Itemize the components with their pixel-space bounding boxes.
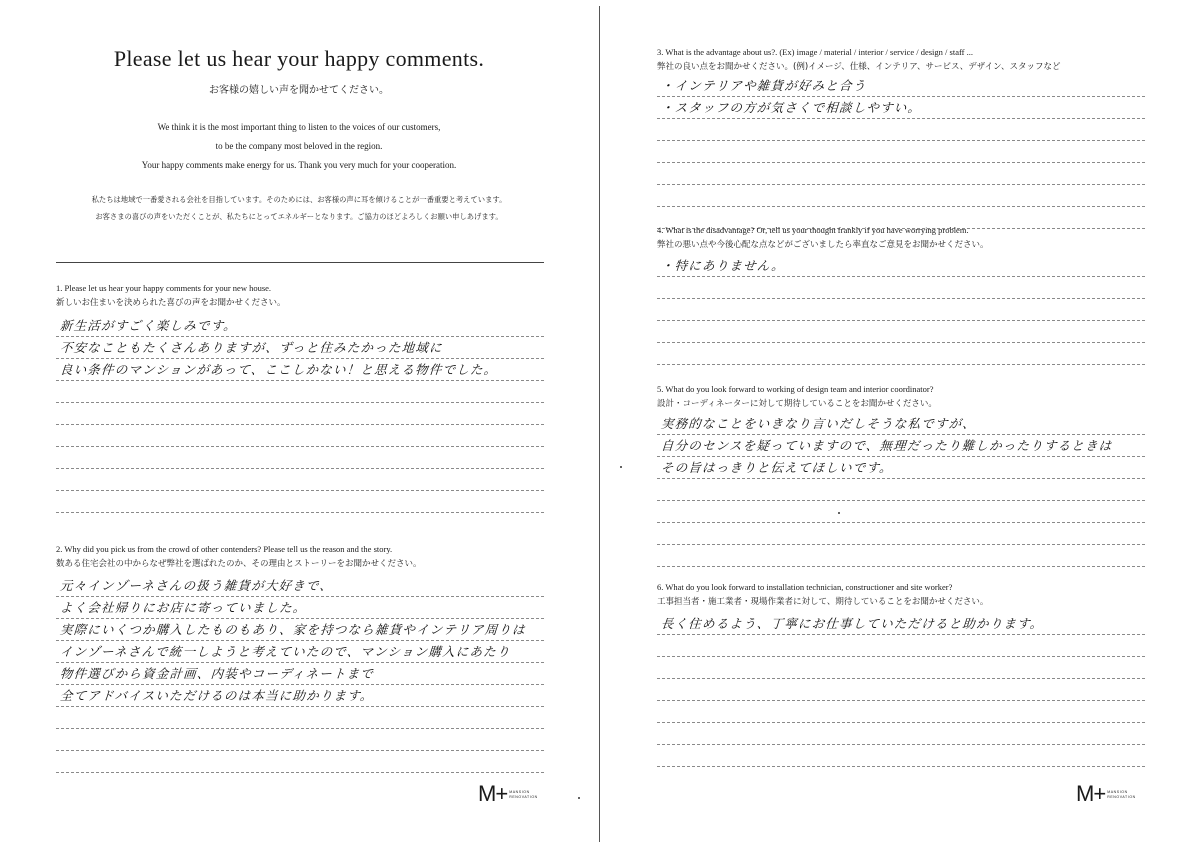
answer-line: [657, 98, 1145, 119]
question-6: [657, 580, 988, 610]
handwritten-text: 不安なこともたくさんありますが、ずっと住みたかった地域に: [59, 340, 444, 355]
answer-line: [56, 470, 544, 491]
intro-en-line: Your happy comments make energy for us. Thank you very much for your cooperation.: [141, 160, 457, 170]
logo-word: MANSION: [1107, 790, 1128, 794]
answer-line: [56, 448, 544, 469]
intro-en-line: to be the company most beloved in the region.: [215, 141, 383, 151]
answer-line: [657, 278, 1145, 299]
answer-line: [56, 686, 544, 707]
handwritten-text: 全てアドバイスいただけるのは本当に助かります。: [59, 688, 375, 703]
handwritten-text: ・特にありません。: [660, 258, 786, 273]
answer-line: [657, 300, 1145, 321]
answer-line: [56, 382, 544, 403]
company-logo: [1076, 781, 1136, 806]
answer-line: [657, 680, 1145, 701]
intro-japanese: [0, 191, 598, 225]
answer-line: [657, 546, 1145, 567]
section-divider: [56, 262, 544, 263]
answer-line: [657, 414, 1145, 435]
answer-line: [657, 120, 1145, 141]
page-fold-line: [599, 6, 600, 842]
intro-en-line: We think it is the most important thing to listen to the voices of our customers,: [157, 122, 441, 132]
answer-line: [657, 524, 1145, 545]
scan-speck: [620, 466, 622, 468]
answer-line: [657, 436, 1145, 457]
answer-line: [657, 746, 1145, 767]
intro-ja-line: お客さまの喜びの声をいただくことが、私たちにとってエネルギーとなります。ご協力のほどよろしくお願い申しあげます。: [95, 212, 503, 221]
question-6-english: 6. What do you look forward to installation technician, constructioner and site worker?: [657, 582, 953, 592]
question-4-japanese: 弊社の悪い点や今後心配な点などがございましたら率直なご意見をお聞かせください。: [657, 240, 989, 250]
answer-line: [657, 76, 1145, 97]
answer-line: [657, 614, 1145, 635]
answer-line: [657, 344, 1145, 365]
handwritten-text: 元々インゾーネさんの扱う雑貨が大好きで、: [59, 578, 334, 593]
page-title: Please let us hear your happy comments.: [113, 46, 485, 71]
answer-line: [657, 256, 1145, 277]
question-3: [657, 45, 1061, 75]
handwritten-text: 長く住めるよう、丁寧にお仕事していただけると助かります。: [660, 616, 1045, 631]
right-page: [602, 0, 1200, 848]
answer-line: [56, 752, 544, 773]
handwritten-text: インゾーネさんで統一しようと考えていたので、マンション購入にあたり: [59, 644, 512, 659]
question-1-english: 1. Please let us hear your happy comments for your new house.: [56, 283, 272, 293]
answer-line: [56, 404, 544, 425]
handwritten-text: 自分のセンスを疑っていますので、無理だったり難しかったりするときは: [660, 438, 1113, 453]
question-4: [657, 223, 989, 253]
answer-line: [56, 642, 544, 663]
answer-line: [657, 164, 1145, 185]
answer-line: [56, 730, 544, 751]
question-5-english: 5. What do you look forward to working of design team and interior coordinator?: [657, 384, 934, 394]
logo-word: MANSION: [509, 790, 530, 794]
handwritten-text: 実務的なことをいきなり言いだしそうな私ですが、: [660, 416, 977, 431]
handwritten-text: 実際にいくつか購入したものもあり、家を持つなら雑貨やインテリア周りは: [59, 622, 527, 637]
answer-line: [657, 186, 1145, 207]
scan-speck: [838, 512, 840, 514]
answer-line: [657, 724, 1145, 745]
answer-line: [56, 338, 544, 359]
logo-mark: M+: [1076, 781, 1106, 806]
logo-mark: M+: [478, 781, 508, 806]
logo-word: RENOVATION: [1107, 794, 1136, 799]
answer-line: [56, 620, 544, 641]
left-page: [0, 0, 598, 848]
question-1-japanese: 新しいお住まいを決められた喜びの声をお聞かせください。: [56, 298, 286, 308]
question-1: [56, 281, 286, 311]
question-5-japanese: 設計・コーディネーターに対して期待していることをお聞かせください。: [657, 399, 937, 409]
logo-words: [509, 790, 538, 799]
question-3-japanese: 弊社の良い点をお聞かせください。(例)イメージ、仕様、インテリア、サービス、デザイン、スタッフなど: [657, 62, 1061, 72]
answer-line: [56, 664, 544, 685]
question-5: [657, 382, 937, 412]
question-4-english: 4. What is the disadvantage? Or, tell us your thought frankly if you have worrying problem.: [657, 225, 969, 235]
handwritten-text: ・インテリアや雑貨が好みと合う: [660, 78, 868, 93]
intro-english: [0, 118, 598, 175]
answer-line: [657, 142, 1145, 163]
logo-words: [1107, 790, 1136, 799]
answer-line: [56, 426, 544, 447]
question-2-japanese: 数ある住宅会社の中からなぜ弊社を選ばれたのか、その理由とストーリーをお聞かせください。: [56, 559, 422, 569]
intro-ja-line: 私たちは地域で一番愛される会社を目指しています。そのためには、お客様の声に耳を傾けることが一番重要と考えています。: [91, 195, 507, 204]
handwritten-text: その旨はっきりと伝えてほしいです。: [660, 460, 894, 475]
question-6-japanese: 工事担当者・施工業者・現場作業者に対して、期待していることをお聞かせください。: [657, 597, 989, 607]
answer-line: [56, 708, 544, 729]
handwritten-text: 新生活がすごく楽しみです。: [59, 318, 238, 333]
answer-line: [657, 702, 1145, 723]
scan-speck: [578, 797, 580, 799]
page-subtitle: お客様の嬉しい声を聞かせてください。: [209, 85, 389, 96]
handwritten-text: よく会社帰りにお店に寄っていました。: [59, 600, 308, 615]
answer-line: [56, 360, 544, 381]
handwritten-text: 物件選びから資金計画、内装やコーディネートまで: [59, 666, 375, 681]
answer-line: [657, 480, 1145, 501]
question-3-english: 3. What is the advantage about us?. (Ex) image / material / interior / service / design / staff ...: [657, 47, 973, 57]
answer-line: [657, 658, 1145, 679]
handwritten-text: 良い条件のマンションがあって、ここしかない！と思える物件でした。: [59, 362, 498, 377]
question-2-english: 2. Why did you pick us from the crowd of other contenders? Please tell us the reason and the story.: [56, 544, 393, 554]
answer-line: [56, 598, 544, 619]
logo-word: RENOVATION: [509, 794, 538, 799]
company-logo: [478, 781, 538, 806]
answer-line: [657, 458, 1145, 479]
answer-line: [657, 322, 1145, 343]
answer-line: [657, 502, 1145, 523]
answer-line: [657, 636, 1145, 657]
answer-line: [56, 316, 544, 337]
answer-line: [56, 576, 544, 597]
handwritten-text: ・スタッフの方が気さくで相談しやすい。: [660, 100, 922, 115]
question-2: [56, 542, 422, 572]
answer-line: [56, 492, 544, 513]
